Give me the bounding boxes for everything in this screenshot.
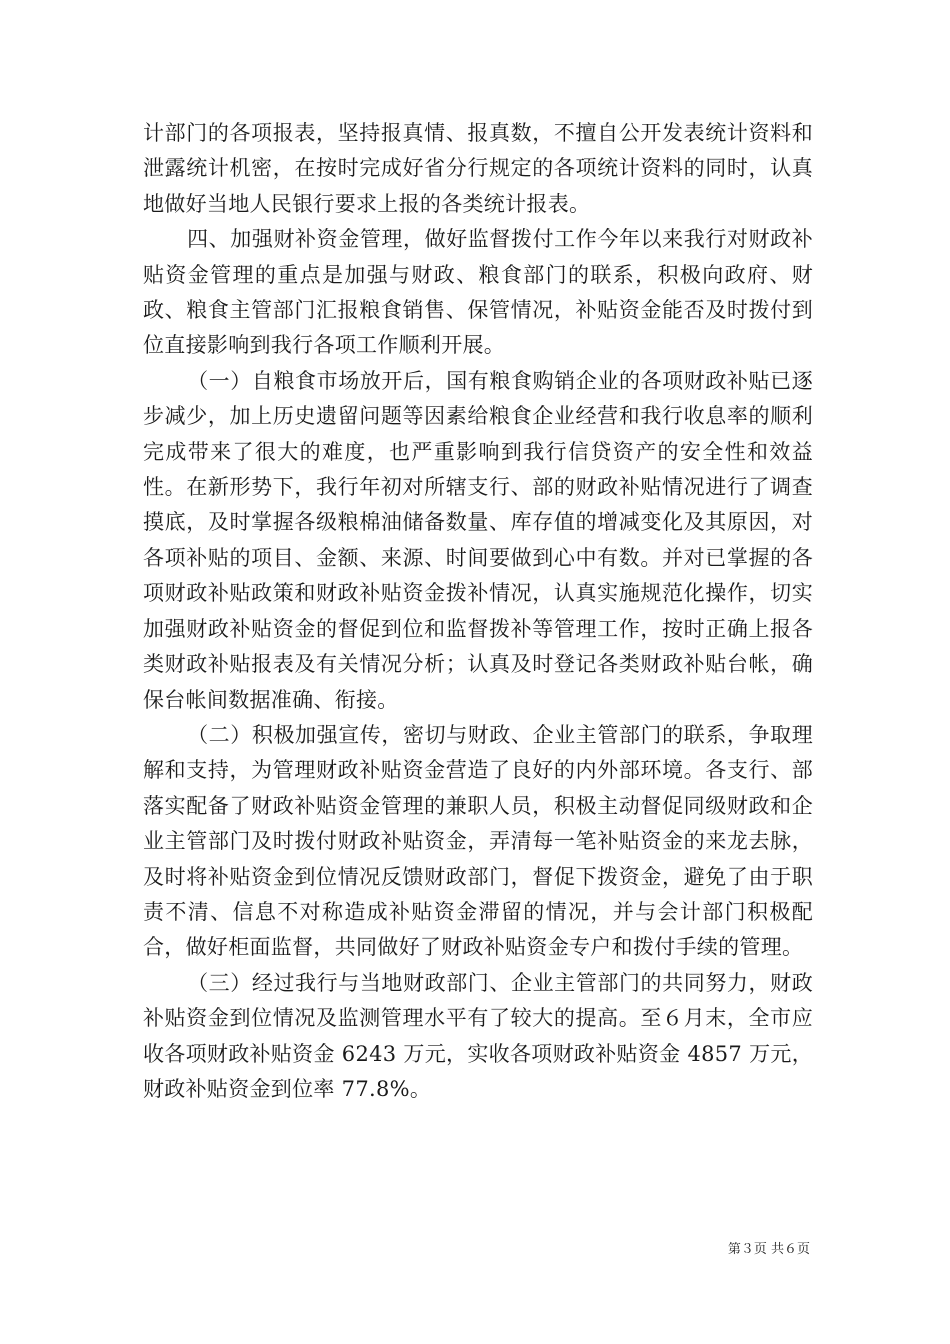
paragraph-item-three: （三）经过我行与当地财政部门、企业主管部门的共同努力，财政补贴资金到位情况及监测管理水平有了较大的提高。至６月末，全市应收各项财政补贴资金 6243 万元，实收各项财政补贴资金 4857 万元，财政补贴资金到位率 77.8%。: [143, 970, 813, 1101]
document-body: [143, 116, 813, 1107]
paragraph-continuation: 计部门的各项报表，坚持报真情、报真数，不擅自公开发表统计资料和泄露统计机密，在按时完成好省分行规定的各项统计资料的同时，认真地做好当地人民银行要求上报的各类统计报表。: [143, 121, 813, 216]
paragraph-item-two: （二）积极加强宣传，密切与财政、企业主管部门的联系，争取理解和支持，为管理财政补贴资金营造了良好的内外部环境。各支行、部落实配备了财政补贴资金管理的兼职人员，积极主动督促同级财政和企业主管部门及时拨付财政补贴资金，弄清每一笔补贴资金的来龙去脉，及时将补贴资金到位情况反馈财政部门，督促下拨资金，避免了由于职责不清、信息不对称造成补贴资金滞留的情况，并与会计部门积极配合，做好柜面监督，共同做好了财政补贴资金专户和拨付手续的管理。: [143, 722, 813, 960]
page-number-footer: 第３页 共６页: [727, 1242, 810, 1257]
paragraph-item-one: （一）自粮食市场放开后，国有粮食购销企业的各项财政补贴已逐步减少，加上历史遗留问题等因素给粮食企业经营和我行收息率的顺利完成带来了很大的难度，也严重影响到我行信贷资产的安全性和效益性。在新形势下，我行年初对所辖支行、部的财政补贴情况进行了调查摸底，及时掌握各级粮棉油储备数量、库存值的增减变化及其原因，对各项补贴的项目、金额、来源、时间要做到心中有数。并对已掌握的各项财政补贴政策和财政补贴资金拨补情况，认真实施规范化操作，切实加强财政补贴资金的督促到位和监督拨补等管理工作，按时正确上报各类财政补贴报表及有关情况分析；认真及时登记各类财政补贴台帐，确保台帐间数据准确、衔接。: [143, 368, 813, 712]
paragraph-section-four: 四、加强财补资金管理，做好监督拨付工作今年以来我行对财政补贴资金管理的重点是加强与财政、粮食部门的联系，积极向政府、财政、粮食主管部门汇报粮食销售、保管情况，补贴资金能否及时拨付到位直接影响到我行各项工作顺利开展。: [143, 227, 813, 358]
